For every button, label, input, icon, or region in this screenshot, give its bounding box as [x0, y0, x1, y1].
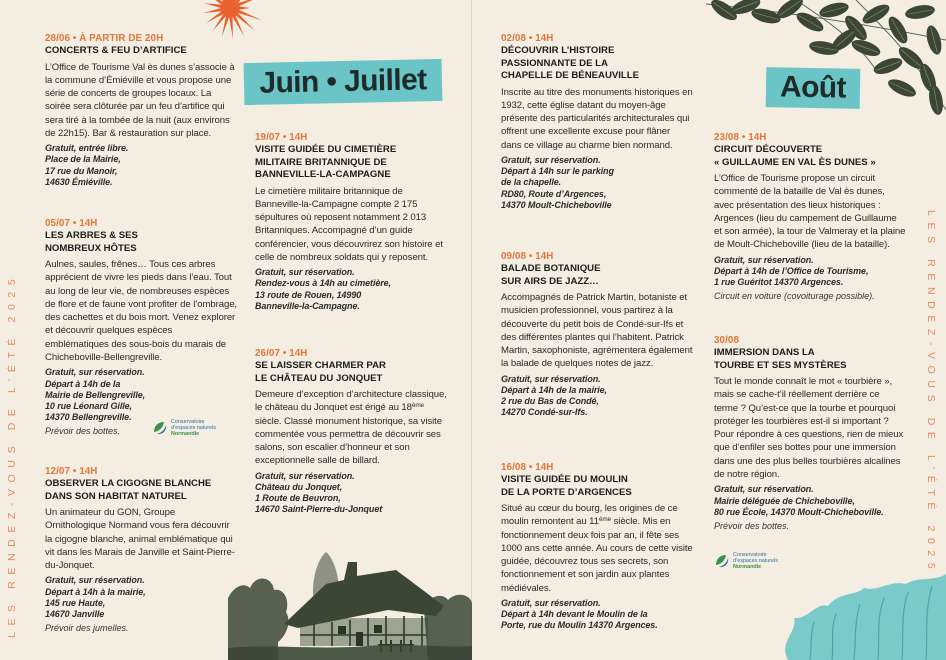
event-date: 16/08 • 14H — [501, 462, 554, 473]
event-practical-info: Gratuit, sur réservation. Départ à 14h de la mairie, 2 rue du Bas de Condé, 14270 Condé-sur-Ifs. — [501, 373, 607, 418]
event-description: Un animateur du GON, Groupe Ornithologique Normand vous fera découvrir la cigogne blanche, animal emblématique qui vit dans les Marais de Janville et Saint-Pierre-du-Jonquet. — [45, 507, 235, 572]
cen-logo-mark-icon — [152, 420, 168, 436]
event-date: 05/07 • 14H — [45, 218, 98, 229]
event-description: L’Office de Tourisme Val ès dunes s’associe à la commune d’Émiéville et vous propose une série de concerts de groupes locaux. La soirée sera clôturée par un feu d’artifice qui sera tiré à la tombée de la nuit (aux environs de 22h15). Bar & restauration sur place. — [45, 61, 235, 139]
event-practical-info: Gratuit, sur réservation. Départ à 14h de l’Office de Tourisme, 1 rue Guéritot 14370 Argences. — [714, 254, 869, 288]
event-title: CONCERTS & FEU D’ARTIFICE — [45, 45, 187, 56]
cen-normandie-logo — [714, 552, 778, 570]
cen-logo-text — [171, 419, 216, 437]
event-date: 28/06 • À PARTIR DE 20H — [45, 33, 164, 44]
event-practical-info: Gratuit, entrée libre. Place de la Mairie, 17 rue du Manoir, 14630 Émiéville. — [45, 143, 129, 187]
event-date: 19/07 • 14H — [255, 132, 308, 143]
ground-shape — [228, 645, 472, 660]
section-banner-aout — [766, 67, 861, 109]
event-description: Le cimetière militaire britannique de Banneville-la-Campagne compte 2 175 sépultures où reposent notamment 2 013 Britanniques. Accompagné d’un guide conférencier, vous découvrirez son histoire et celle de nombreux soldats qui y reposent. — [255, 185, 443, 263]
cen-logo-line1: Conservatoire — [733, 552, 767, 558]
event-practical-info: Gratuit, sur réservation. Départ à 14h sur le parking de la chapelle. RD80, Route d’Argences, 14370 Moult-Chicheboville — [501, 154, 614, 210]
event-practical-info: Gratuit, sur réservation. Départ à 14h devant le Moulin de la Porte, rue du Moulin 14370 Argences. — [501, 598, 658, 631]
event-card-circuit-guillaume — [714, 132, 906, 303]
event-date: 30/08 — [714, 335, 740, 346]
event-description: L’Office de Tourisme propose un circuit commenté de la bataille de Val ès dunes, avec présentation des lieux historiques : Argences (lieu du campement de Guillaume et son armée), la tour de Valmeray et la plaine de Moult-Chicheboville (lieu de la bataille). — [714, 173, 906, 251]
event-note: Circuit en voiture (covoiturage possible). — [714, 291, 875, 302]
event-card-arbres — [45, 218, 237, 438]
ordinal-suffix: ème — [598, 516, 612, 524]
event-card-balade-botanique — [501, 251, 693, 419]
event-card-concerts — [45, 33, 237, 188]
section-title-juin-juillet: Juin • Juillet — [259, 63, 427, 100]
side-label-right: LES RENDEZ-VOUS DE L’ÉTÉ 2025 — [925, 210, 937, 576]
event-date: 26/07 • 14H — [255, 348, 308, 359]
turquoise-reeds-illustration — [770, 560, 946, 660]
event-title: CIRCUIT DÉCOUVERTE « GUILLAUME EN VAL ÈS DUNES » — [714, 144, 876, 168]
event-description-part: siècle. Mis en fonctionnement deux fois par an, il fête ses 1000 ans cette année. Au cours de cette visite guidée, découvrez tous ses secrets, son fonctionnement et son jardin aux plantes médiévales. — [501, 516, 693, 594]
event-description: Accompagnés de Patrick Martin, botaniste et musicien professionnel, vous partirez à la découverte du petit bois de Condé-sur-Ifs et des différentes plantes qui l’habitent. Patrick Martin, saxophoniste, agrémentera également la balade de quelques notes de jazz. — [501, 292, 693, 370]
event-note: Prévoir des bottes. — [45, 426, 121, 437]
event-card-chateau — [255, 348, 447, 516]
event-date: 09/08 • 14H — [501, 251, 554, 262]
cen-logo-line1: Conservatoire — [171, 419, 205, 425]
event-card-cigogne — [45, 466, 237, 635]
event-description-part: Situé au cœur du bourg, les origines de ce moulin remontent au 11 — [501, 503, 678, 528]
cen-logo-line2: d’espaces naturels — [171, 425, 216, 431]
event-card-cimetiere — [255, 132, 447, 312]
event-description: Inscrite au titre des monuments historiques en 1932, cette église datant du moyen-âge présente des particularités architecturales qui offrent une excellente excuse pour flâner dans ce village au charme bien normand. — [501, 86, 693, 151]
cen-normandie-logo — [152, 419, 216, 437]
event-title: LES ARBRES & SES NOMBREUX HÔTES — [45, 230, 138, 254]
cen-logo-line2: d’espaces naturels — [733, 558, 778, 564]
event-title: VISITE GUIDÉE DU MOULIN DE LA PORTE D’ARGENCES — [501, 474, 632, 498]
cen-logo-line3: Normandie — [171, 431, 200, 437]
cen-logo-line3: Normandie — [733, 564, 762, 570]
event-practical-info: Gratuit, sur réservation. Départ à 14h de la Mairie de Bellengreville, 10 rue Léonard Gille, 14370 Bellengreville. — [45, 367, 146, 423]
event-title: IMMERSION DANS LA TOURBE ET SES MYSTÈRES — [714, 347, 847, 371]
event-practical-info: Gratuit, sur réservation. Château du Jonquet, 1 Route de Beuvron, 14670 Saint-Pierre-du-Jonquet — [255, 470, 383, 515]
ordinal-suffix: ème — [411, 402, 424, 410]
event-title: DÉCOUVRIR L’HISTOIRE PASSIONNANTE DE LA CHAPELLE DE BÉNEAUVILLE — [501, 45, 640, 81]
event-date: 12/07 • 14H — [45, 466, 98, 477]
event-note: Prévoir des jumelles. — [45, 623, 129, 634]
event-description: Aulnes, saules, frênes… Tous ces arbres apprécient de vivre les pieds dans l’eau. Tout au long de leur vie, de nombreuses espèces de flore et de faune vont profiter de l’ombrage, des cachettes et du bois mort. Venez explorer et découvrir quelques espèces emblématiques des sous-bois du marais de Chicheboville-Bellengreville. — [45, 259, 237, 364]
event-title: VISITE GUIDÉE DU CIMETIÈRE MILITAIRE BRITANNIQUE DE BANNEVILLE-LA-CAMPAGNE — [255, 144, 397, 180]
event-practical-info: Gratuit, sur réservation. Rendez-vous à 14h au cimetière, 13 route de Rouen, 14990 Banneville-la-Campagne. — [255, 267, 391, 311]
event-description-part: siècle. Classé monument historique, sa visite commentée vous permettra de découvrir ses salons, son escalier d’honneur et son exceptionnelle salle de billard. — [255, 415, 442, 467]
cen-logo-mark-icon — [714, 553, 730, 569]
event-date: 23/08 • 14H — [714, 132, 767, 143]
event-title: OBSERVER LA CIGOGNE BLANCHE DANS SON HABITAT NATUREL — [45, 478, 212, 502]
event-card-tourbe — [714, 335, 906, 532]
event-description — [255, 388, 447, 468]
event-description-part: Demeure d’exception d’architecture classique, le château du Jonquet est érigé au 18 — [255, 389, 447, 414]
event-note: Prévoir des bottes. — [714, 520, 790, 531]
side-label-left: LES RENDEZ-VOUS DE L’ÉTÉ 2025 — [6, 272, 18, 638]
splash-shape — [785, 574, 946, 660]
section-banner-juin-juillet — [244, 59, 443, 105]
event-card-moulin — [501, 462, 693, 632]
section-title-aout: Août — [779, 70, 847, 105]
event-title: SE LAISSER CHARMER PAR LE CHÂTEAU DU JONQUET — [255, 360, 386, 384]
event-description: Tout le monde connaît le mot « tourbière », mais se cache-t’il réellement derrière ce terme ? Qu’est-ce que la tourbe et pourquoi protéger les tourbières est-il si important ? Pour répondre à ces questions, rien de mieux que d’enfiler ses bottes pour une immersion dans une des plus belles tourbières alcalines de notre région. — [714, 376, 904, 481]
event-card-chapelle — [501, 33, 693, 211]
event-description — [501, 502, 693, 595]
chateau-house-illustration — [228, 540, 472, 660]
event-practical-info: Gratuit, sur réservation. Départ à 14h à la mairie, 145 rue Haute, 14670 Janville — [45, 575, 146, 620]
event-date: 02/08 • 14H — [501, 33, 554, 44]
event-title: BALADE BOTANIQUE SUR AIRS DE JAZZ… — [501, 263, 601, 287]
event-practical-info: Gratuit, sur réservation. Mairie déléguée de Chicheboville, 80 rue École, 14370 Moult-Chicheboville. — [714, 484, 884, 517]
